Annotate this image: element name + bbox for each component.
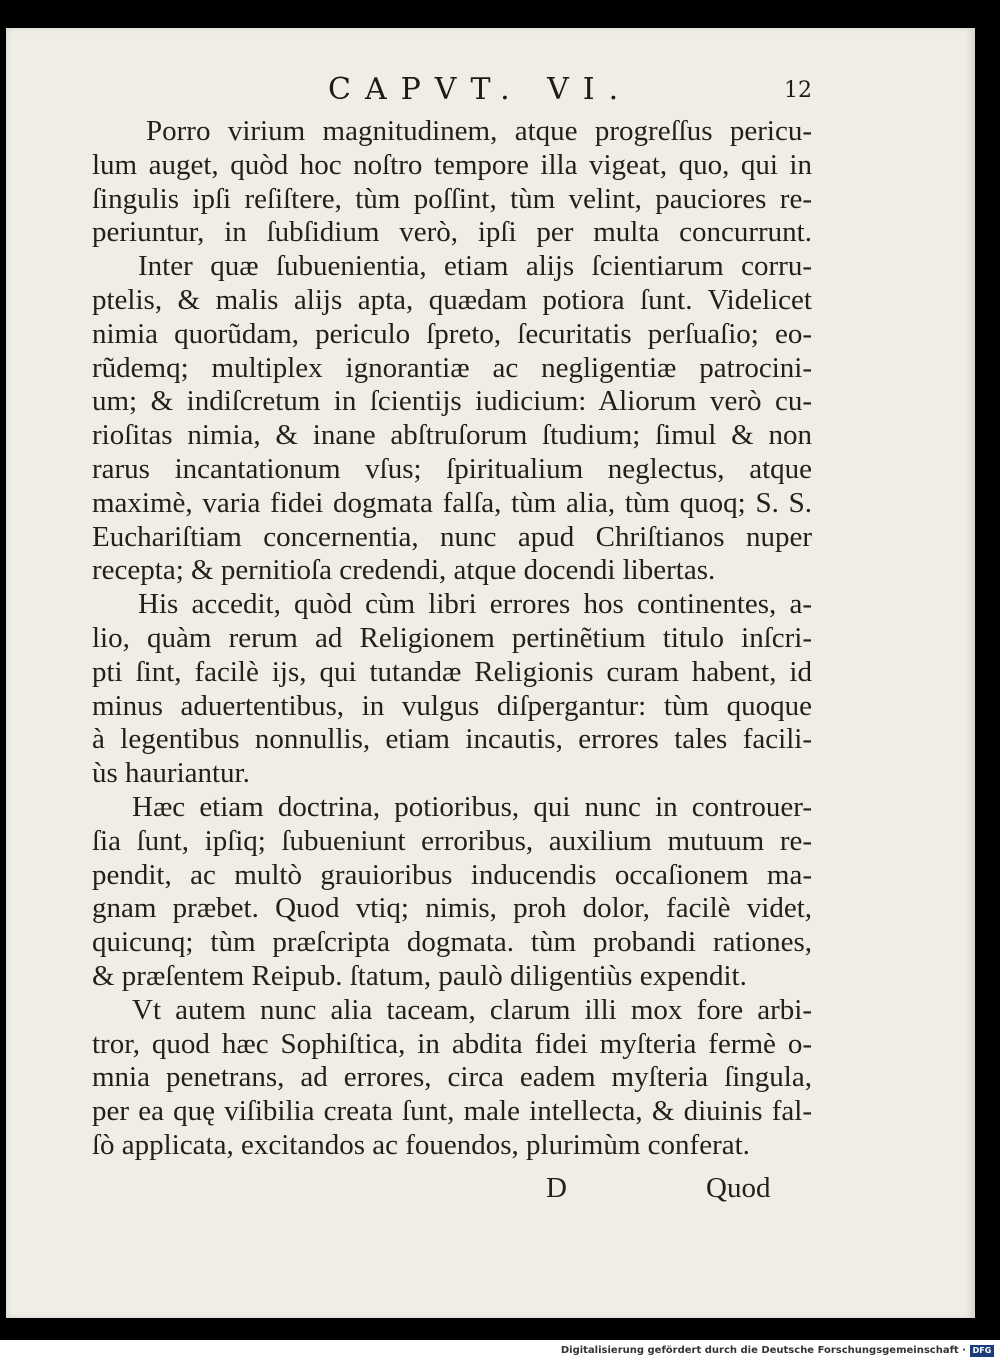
text-line: maximè, varia fidei dogmata falſa, tùm alia, tùm quoq; S. S. (92, 486, 812, 519)
text-line: ùs hauriantur. (92, 757, 250, 790)
text-line: ſingulis ipſi reſiſtere, tùm poſſint, tùm velint, pauciores re- (92, 182, 812, 215)
catchline (6, 1172, 972, 1212)
text-line: Vt autem nunc alia taceam, clarum illi mox fore arbi- (132, 993, 812, 1026)
text-line: quicunq; tùm præſcripta dogmata. tùm probandi rationes, (92, 926, 812, 959)
text-line: Inter quæ ſubuenientia, etiam alijs ſcientiarum corru- (138, 250, 812, 283)
text-line: Hæc etiam doctrina, potioribus, qui nunc in controuer- (132, 790, 812, 823)
digitization-footer (0, 1340, 1000, 1363)
text-line: Porro virium magnitudinem, atque progreſſus pericu- (146, 115, 812, 147)
text-line: rarus incantationum vſus; ſpiritualium neglectus, atque (92, 452, 812, 485)
text-line: ptelis, & malis alijs apta, quædam potiora ſunt. Videlicet (92, 283, 812, 316)
text-line: recepta; & pernitioſa credendi, atque docendi libertas. (92, 554, 716, 587)
text-line: um; & indiſcretum in ſcientijs iudicium: Aliorum verò cu- (92, 385, 812, 418)
text-line: à legentibus nonnullis, etiam incautis, errores tales facili- (92, 723, 812, 756)
page-edge (972, 28, 975, 1318)
text-line: nimia quorũdam, periculo ſpreto, ſecuritatis perſuaſio; eo- (92, 317, 812, 350)
text-line: lio, quàm rerum ad Religionem pertinẽtium titulo inſcri- (92, 621, 812, 654)
page-number: 12 (784, 78, 812, 103)
text-line: rioſitas nimia, & inane abſtruſorum ſtudium; ſimul & non (92, 419, 812, 452)
text-line: periuntur, in ſubſidium verò, ipſi per multa concurrunt. (92, 216, 812, 249)
text-line: pendit, ac multò grauioribus inducendis occaſionem ma- (92, 858, 812, 891)
text-line: & præſentem Reipub. ſtatum, paulò diligentiùs expendit. (92, 959, 747, 992)
body-text (92, 115, 812, 1163)
text-line: gnam præbet. Quod vtiq; nimis, proh dolor, facilè videt, (92, 892, 812, 925)
text-line: pti ſint, facilè ijs, qui tutandæ Religionis curam habent, id (92, 655, 812, 688)
text-line: per ea quę viſibilia creata ſunt, male intellecta, & diuinis fal- (92, 1095, 812, 1128)
signature-mark: D (546, 1172, 567, 1204)
text-line: ſia ſunt, ipſiq; ſubueniunt erroribus, auxilium mutuum re- (92, 824, 812, 857)
text-line: His accedit, quòd cùm libri errores hos continentes, a- (138, 588, 812, 621)
funding-credit: Digitalisierung gefördert durch die Deutsche Forschungsgemeinschaft · (560, 1345, 966, 1356)
chapter-heading: CAPVT. VI. (328, 72, 633, 107)
book-page (6, 28, 972, 1318)
text-line: tror, quod hæc Sophiſtica, in abdita fidei myſteria fermè o- (92, 1027, 812, 1060)
text-line: lum auget, quòd hoc noſtro tempore illa vigeat, quo, qui in (92, 148, 812, 181)
text-line: rũdemq; multiplex ignorantiæ ac negligentiæ patrocini- (92, 351, 812, 384)
dfg-logo: DFG (970, 1345, 994, 1357)
catchword: Quod (706, 1172, 771, 1204)
text-line: mnia penetrans, ad errores, circa eadem myſteria ſingula, (92, 1061, 812, 1094)
text-line: ſò applicata, excitandos ac fouendos, plurimùm conferat. (92, 1128, 750, 1161)
text-line: minus aduertentibus, in vulgus diſpergantur: tùm quoque (92, 689, 812, 722)
text-line: Euchariſtiam concernentia, nunc apud Chriſtianos nuper (92, 520, 812, 553)
